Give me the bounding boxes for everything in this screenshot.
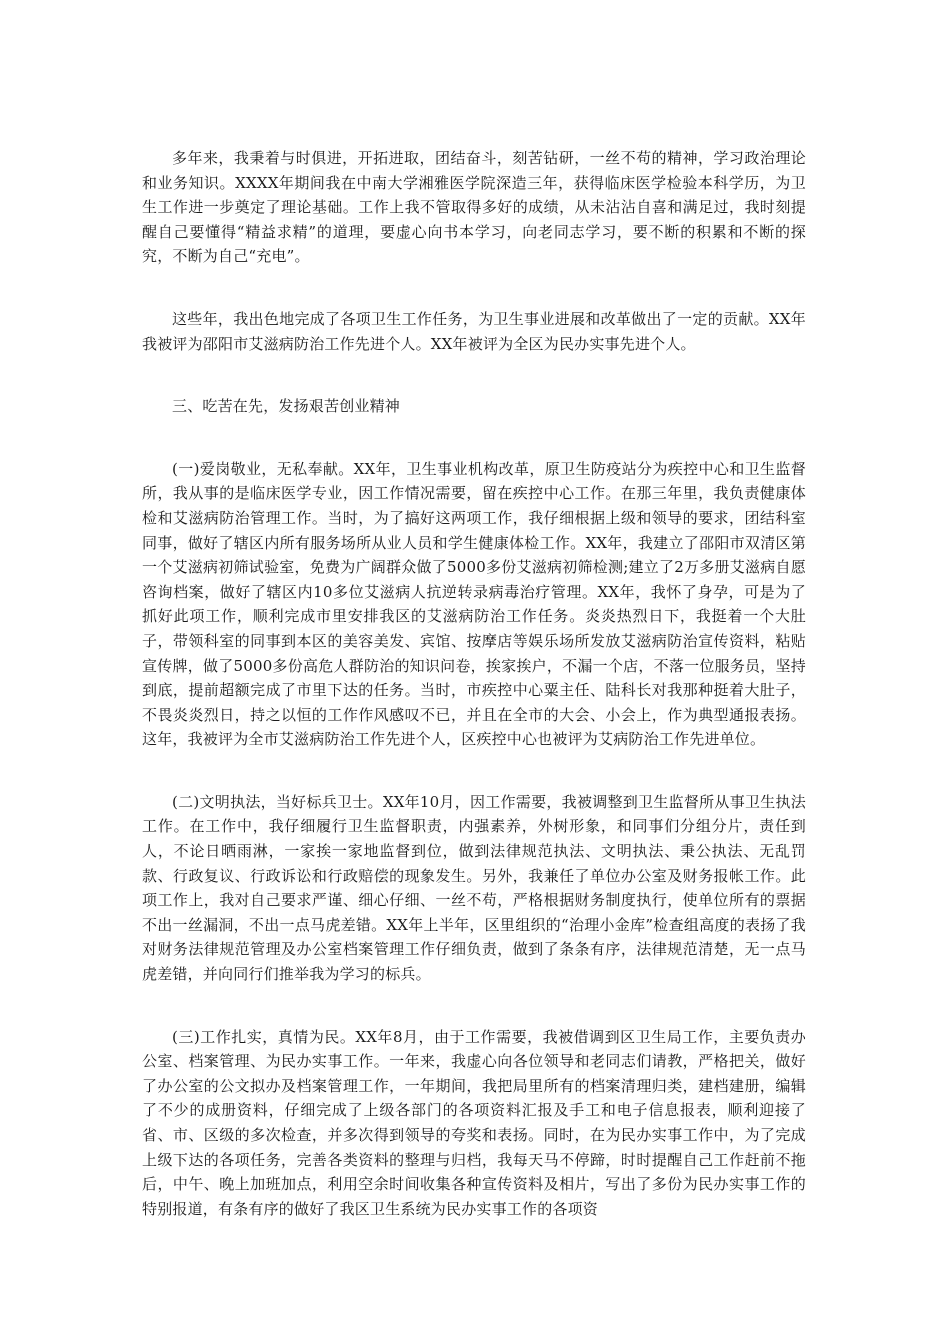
paragraph-study: 多年来，我秉着与时俱进，开拓进取，团结奋斗，刻苦钻研，一丝不苟的精神，学习政治理论和业务知识。XXXX年期间我在中南大学湘雅医学院深造三年，获得临床医学检验本科学历，为卫生工作进一步奠定了理论基础。工作上我不管取得多好的成绩，从未沾沾自喜和满足过，我时刻提醒自己要懂得“精益求精”的道理，要虚心向书本学习，向老同志学习，要不断的积累和不断的探究，不断为自己“充电”。	[142, 149, 806, 266]
paragraph-law-enforcement: (二)文明执法，当好标兵卫士。XX年10月，因工作需要，我被调整到卫生监督所从事卫生执法工作。在工作中，我仔细履行卫生监督职责，内强素养，外树形象，和同事们分组分片，责任到人，不论日晒雨淋，一家挨一家地监督到位，做到法律规范执法、文明执法、秉公执法、无乱罚款、行政复议、行政诉讼和行政赔偿的现象发生。另外，我兼任了单位办公室及财务报帐工作。此项工作上，我对自己要求严谨、细心仔细、一丝不苟，严格根据财务制度执行，使单位所有的票据不出一丝漏洞，不出一点马虎差错。XX年上半年，区里组织的“治理小金库”检查组高度的表扬了我对财务法律规范管理及办公室档案管理工作仔细负责，做到了条条有序，法律规范清楚，无一点马虎差错，并向同行们推举我为学习的标兵。	[142, 792, 806, 984]
section-heading: 三、吃苦在先，发扬艰苦创业精神	[172, 397, 401, 416]
document-page	[142, 146, 806, 1221]
paragraph-service: (三)工作扎实，真情为民。XX年8月，由于工作需要，我被借调到区卫生局工作，主要负责办公室、档案管理、为民办实事工作。一年来，我虚心向各位领导和老同志们请教，严格把关，做好了办公室的公文拟办及档案管理工作，一年期间，我把局里所有的档案清理归类，建档建册，编辑了不少的成册资料，仔细完成了上级各部门的各项资料汇报及手工和电子信息报表，顺利迎接了省、市、区级的多次检查，并多次得到领导的夸奖和表扬。同时，在为民办实事工作中，为了完成上级下达的各项任务，完善各类资料的整理与归档，我每天马不停蹄，时时提醒自己工作赶前不拖后，中午、晚上加班加点，利用空余时间收集各种宣传资料及相片，写出了多份为民办实事工作的特别报道，有条有序的做好了我区卫生系统为民办实事工作的各项资	[142, 1027, 806, 1218]
paragraph-dedication: (一)爱岗敬业，无私奉献。XX年，卫生事业机构改革，原卫生防疫站分为疾控中心和卫生监督所，我从事的是临床医学专业，因工作情况需要，留在疾控中心工作。在那三年里，我负责健康体检和艾滋病防治管理工作。当时，为了搞好这两项工作，我仔细根据上级和领导的要求，团结科室同事，做好了辖区内所有服务场所从业人员和学生健康体检工作。XX年，我建立了邵阳市双清区第一个艾滋病初筛试验室，免费为广阔群众做了5000多份艾滋病初筛检测;建立了2万多册艾滋病自愿咨询档案，做好了辖区内10多位艾滋病人抗逆转录病毒治疗管理。XX年，我怀了身孕，可是为了抓好此项工作，顺利完成市里安排我区的艾滋病防治工作任务。炎炎热烈日下，我挺着一个大肚子，带领科室的同事到本区的美容美发、宾馆、按摩店等娱乐场所发放艾滋病防治宣传资料，粘贴宣传牌，做了5000多份高危人群防治的知识问卷，挨家挨户，不漏一个店，不落一位服务员，坚持到底，提前超额完成了市里下达的任务。当时，市疾控中心粟主任、陆科长对我那种挺着大肚子，不畏炎炎烈日，持之以恒的工作作风感叹不已，并且在全市的大会、小会上，作为典型通报表扬。这年，我被评为全市艾滋病防治工作先进个人，区疾控中心也被评为艾病防治工作先进单位。	[142, 459, 806, 749]
paragraph-achievements: 这些年，我出色地完成了各项卫生工作任务，为卫生事业进展和改革做出了一定的贡献。XX年我被评为邵阳市艾滋病防治工作先进个人。XX年被评为全区为民办实事先进个人。	[142, 309, 806, 353]
